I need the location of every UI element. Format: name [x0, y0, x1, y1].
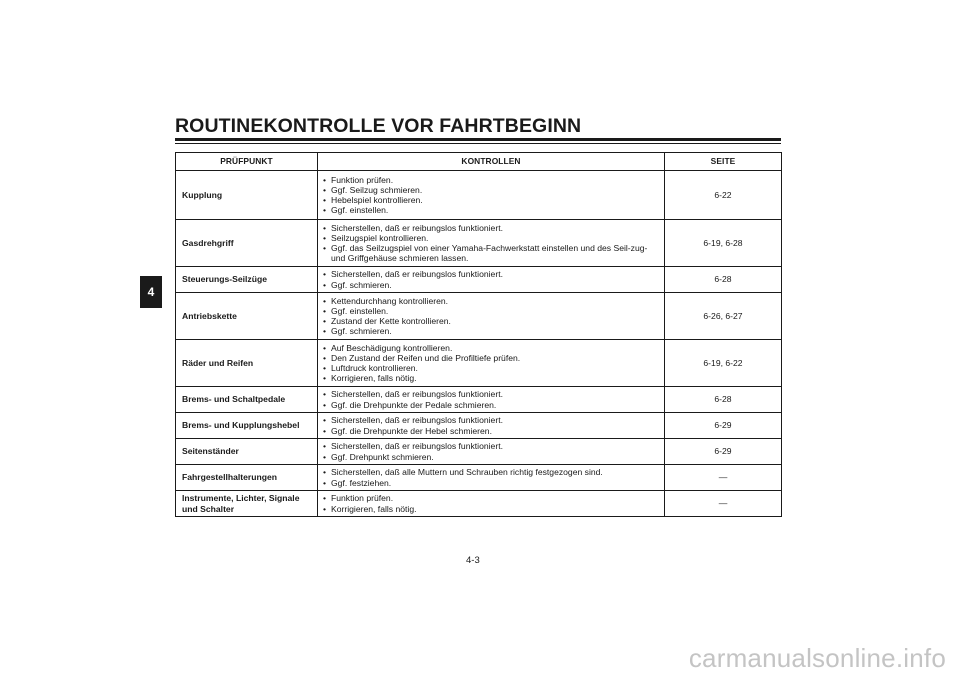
title-rule-thick	[175, 138, 781, 141]
table-row	[176, 220, 782, 267]
check-item: Brems- und Kupplungshebel	[176, 413, 318, 439]
check-entry: • Funktion prüfen.	[323, 493, 660, 503]
check-entry: • Ggf. das Seilzugspiel von einer Yamaha-Fachwerkstatt einstellen und des Seil-zug- und Griffgehäuse schmieren lassen.	[323, 243, 660, 263]
table-row	[176, 293, 782, 340]
table-row	[176, 267, 782, 293]
check-list	[318, 220, 665, 267]
check-entry: • Sicherstellen, daß er reibungslos funktioniert.	[323, 415, 660, 425]
check-item: Instrumente, Lichter, Signale und Schalter	[176, 491, 318, 517]
check-item: Antriebskette	[176, 293, 318, 340]
check-list	[318, 439, 665, 465]
table-row	[176, 413, 782, 439]
check-entry: • Sicherstellen, daß er reibungslos funktioniert.	[323, 269, 660, 279]
table-row	[176, 465, 782, 491]
check-list	[318, 340, 665, 387]
check-entry: • Funktion prüfen.	[323, 175, 660, 185]
page-reference: —	[665, 491, 782, 517]
check-item: Seitenständer	[176, 439, 318, 465]
page-title: ROUTINEKONTROLLE VOR FAHRTBEGINN	[175, 115, 582, 137]
table-body	[176, 171, 782, 517]
table-row	[176, 439, 782, 465]
check-list	[318, 465, 665, 491]
page-reference: 6-29	[665, 413, 782, 439]
check-entry: • Hebelspiel kontrollieren.	[323, 195, 660, 205]
check-entry: • Ggf. Seilzug schmieren.	[323, 185, 660, 195]
check-entry: • Ggf. schmieren.	[323, 326, 660, 336]
check-entry: • Zustand der Kette kontrollieren.	[323, 316, 660, 326]
check-item: Räder und Reifen	[176, 340, 318, 387]
check-item: Steuerungs-Seilzüge	[176, 267, 318, 293]
check-list	[318, 387, 665, 413]
table-row	[176, 340, 782, 387]
check-item: Gasdrehgriff	[176, 220, 318, 267]
check-entry: • Ggf. festziehen.	[323, 478, 660, 488]
title-rule-thin	[175, 143, 781, 144]
page-reference: 6-26, 6-27	[665, 293, 782, 340]
page-reference: —	[665, 465, 782, 491]
page-number: 4-3	[466, 555, 480, 566]
check-list	[318, 293, 665, 340]
page-reference: 6-29	[665, 439, 782, 465]
page-reference: 6-28	[665, 267, 782, 293]
check-item: Brems- und Schaltpedale	[176, 387, 318, 413]
check-entry: • Korrigieren, falls nötig.	[323, 373, 660, 383]
check-entry: • Seilzugspiel kontrollieren.	[323, 233, 660, 243]
check-entry: • Den Zustand der Reifen und die Profiltiefe prüfen.	[323, 353, 660, 363]
check-list	[318, 491, 665, 517]
check-list	[318, 413, 665, 439]
check-entry: • Luftdruck kontrollieren.	[323, 363, 660, 373]
check-entry: • Kettendurchhang kontrollieren.	[323, 296, 660, 306]
check-entry: • Sicherstellen, daß er reibungslos funktioniert.	[323, 441, 660, 451]
check-entry: • Ggf. schmieren.	[323, 280, 660, 290]
page-reference: 6-28	[665, 387, 782, 413]
check-entry: • Sicherstellen, daß er reibungslos funktioniert.	[323, 389, 660, 399]
check-entry: • Ggf. die Drehpunkte der Pedale schmieren.	[323, 400, 660, 410]
check-list	[318, 171, 665, 220]
table-row	[176, 387, 782, 413]
check-item: Kupplung	[176, 171, 318, 220]
column-header-checks: KONTROLLEN	[318, 153, 665, 171]
check-entry: • Ggf. Drehpunkt schmieren.	[323, 452, 660, 462]
table-row	[176, 171, 782, 220]
table-row	[176, 491, 782, 517]
table-header-row	[176, 153, 782, 171]
page-reference: 6-19, 6-22	[665, 340, 782, 387]
page-reference: 6-22	[665, 171, 782, 220]
page-reference: 6-19, 6-28	[665, 220, 782, 267]
check-list	[318, 267, 665, 293]
check-entry: • Ggf. die Drehpunkte der Hebel schmieren.	[323, 426, 660, 436]
check-entry: • Sicherstellen, daß alle Muttern und Schrauben richtig festgezogen sind.	[323, 467, 660, 477]
check-item: Fahrgestellhalterungen	[176, 465, 318, 491]
check-entry: • Ggf. einstellen.	[323, 205, 660, 215]
checklist-table	[175, 152, 782, 517]
check-entry: • Sicherstellen, daß er reibungslos funktioniert.	[323, 223, 660, 233]
column-header-page: SEITE	[665, 153, 782, 171]
check-entry: • Ggf. einstellen.	[323, 306, 660, 316]
watermark: carmanualsonline.info	[688, 643, 946, 673]
column-header-item: PRÜFPUNKT	[176, 153, 318, 171]
check-entry: • Auf Beschädigung kontrollieren.	[323, 343, 660, 353]
check-entry: • Korrigieren, falls nötig.	[323, 504, 660, 514]
chapter-tab: 4	[140, 276, 162, 308]
